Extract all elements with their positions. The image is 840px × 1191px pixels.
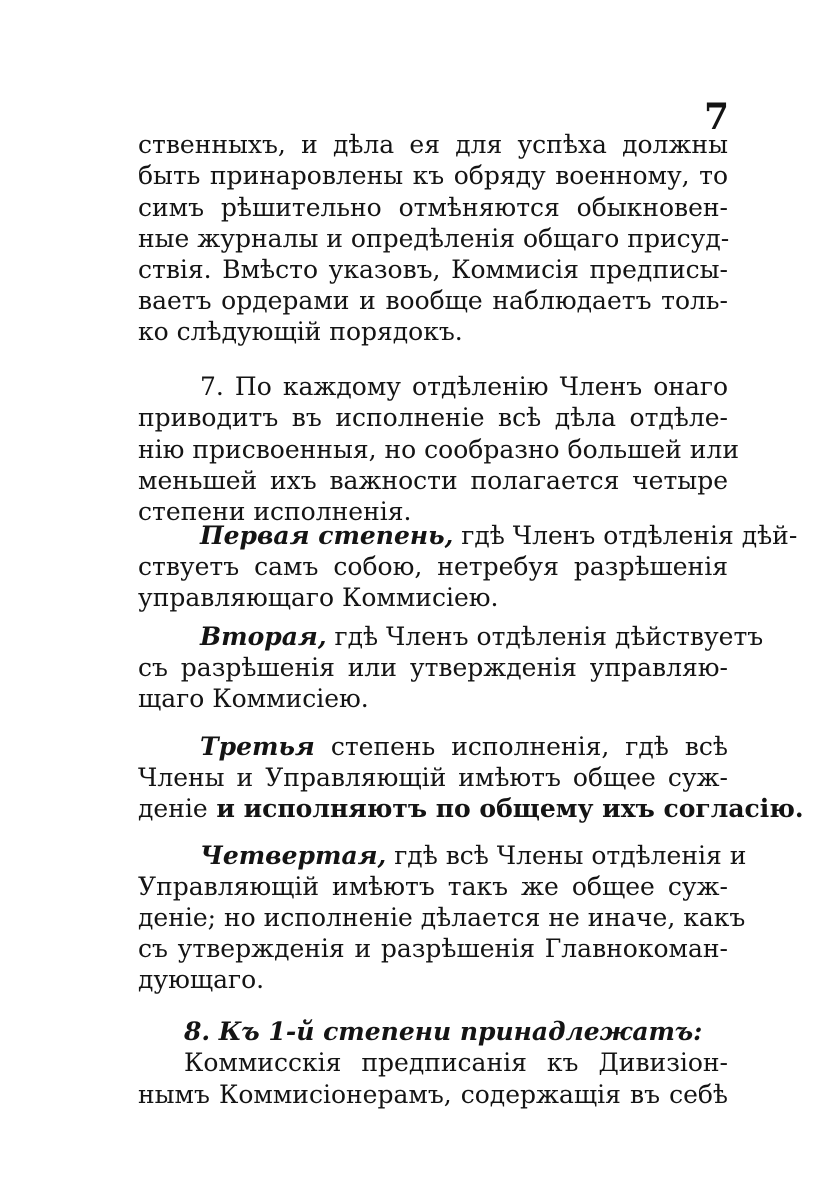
text-line: щаго Коммисіею. — [138, 684, 369, 713]
text-line: ваетъ ордерами и вообще наблюдаетъ толь- — [138, 286, 728, 315]
text-span: и исполняютъ по общему ихъ согласію. — [207, 794, 804, 823]
text-line: съ разрѣшенія или утвержденія управляю- — [138, 653, 728, 682]
text-span: степень исполненія, гдѣ всѣ — [314, 732, 728, 761]
text-line: меньшей ихъ важности полагается четыре — [138, 466, 728, 495]
text-line: симъ рѣшительно отмѣняются обыкновен- — [138, 193, 728, 222]
text-line: ственныхъ, и дѣла ея для успѣха должны — [138, 130, 728, 159]
text-line: нымъ Коммисіонерамъ, содержащія въ себѣ — [138, 1080, 728, 1109]
text-line: Члены и Управляющій имѣютъ общее суж- — [138, 763, 728, 792]
text-span: гдѣ Членъ отдѣленія дѣйствуетъ — [326, 622, 764, 651]
text-line: нію присвоенныя, но сообразно большей или — [138, 435, 739, 464]
degree-term: Третья — [200, 732, 315, 761]
text-span: деніе — [138, 794, 208, 823]
text-line: ствія. Вмѣсто указовъ, Коммисія предписы- — [138, 255, 728, 284]
text-line: ствуетъ самъ собою, нетребуя разрѣшенія — [138, 552, 728, 581]
text-line: приводитъ въ исполненіе всѣ дѣла отдѣле- — [138, 403, 728, 432]
degree-term: Вторая, — [200, 622, 327, 651]
text-line: управляющаго Коммисіею. — [138, 583, 499, 612]
text-line: степени исполненія. — [138, 497, 412, 526]
page-number: 7 — [704, 96, 730, 138]
text-line: быть принаровлены къ обряду военному, то — [138, 161, 728, 190]
text-line: ко слѣдующій порядокъ. — [138, 317, 463, 346]
text-line: деніе; но исполненіе дѣлается не иначе, какъ — [138, 903, 746, 932]
text-line: дующаго. — [138, 965, 265, 994]
text-line — [138, 790, 804, 828]
text-span: гдѣ Членъ отдѣленія дѣй- — [453, 521, 798, 550]
text-span: гдѣ всѣ Члены отдѣленія и — [386, 841, 747, 870]
text-line: съ утвержденія и разрѣшенія Главнокоман- — [138, 934, 728, 963]
text-line: Управляющій имѣютъ такъ же общее суж- — [138, 872, 728, 901]
text-line: 7. По каждому отдѣленію Членъ онаго — [200, 372, 728, 401]
degree-term: Четвертая, — [200, 841, 387, 870]
text-line: Коммисскія предписанія къ Дивизіон- — [184, 1048, 728, 1077]
degree-term: Первая степень, — [200, 521, 454, 550]
text-line: ные журналы и опредѣленія общаго присуд- — [138, 224, 730, 253]
section-heading: 8. Къ 1-й степени принадлежатъ: — [184, 1017, 703, 1046]
